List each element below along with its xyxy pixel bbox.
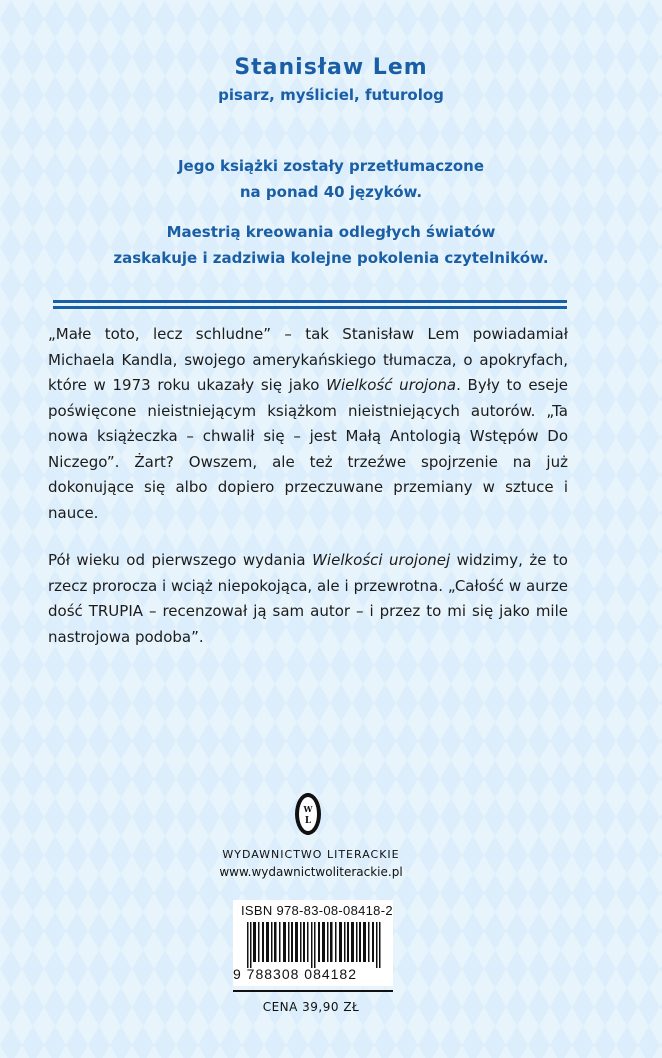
author-subtitle: pisarz, myśliciel, futurolog (218, 86, 444, 104)
svg-text:L: L (304, 816, 312, 826)
blurb-text: „Małe toto, lecz schludne” – tak Stanisław Lem powiadamiał Michaela Kandla, swojego amerykańskiego tłumacza, o apokryfach, które w 1973 roku ukazały się jako (48, 325, 568, 394)
divider-top (53, 300, 567, 303)
promo-line-3: Maestrią kreowania odległych światów (166, 223, 496, 241)
blurb-paragraph-2 (48, 548, 568, 650)
blurb-text: . Były to eseje poświęcone nieistniejącym książkom nieistniejących autorów. „Ta nowa książeczka – chwalił się – jest Małą Antologią Wstępów Do Niczego”. Żart? Owszem, ale też trzeźwe spojrzenie na już dokonujące się albo dopiero przeczuwane przemiany w sztuce i nauce. (48, 376, 568, 522)
publisher-logo-icon (293, 790, 323, 838)
svg-text:W: W (303, 804, 313, 814)
blurb-paragraph-1 (48, 322, 568, 526)
author-name: Stanisław Lem (234, 55, 428, 80)
blurb-text: widzimy, że to rzecz prorocza i wciąż niepokojąca, ale i przewrotna. „Całość w aurze dość TRUPIA – recenzował ją sam autor – i przez to mi się jako mile nastrojowa podoba”. (48, 551, 568, 646)
barcode (233, 900, 393, 986)
barcode-bars-icon (239, 922, 389, 968)
publisher-website: www.wydawnictwoliterackie.pl (219, 865, 403, 879)
book-title: Wielkość urojona (326, 376, 457, 394)
price-divider (233, 990, 393, 992)
promo-line-2: na ponad 40 języków. (239, 183, 423, 201)
promo-line-4: zaskakuje i zadziwia kolejne pokolenia czytelników. (113, 249, 549, 267)
promo-line-1: Jego książki zostały przetłumaczone (177, 157, 485, 175)
divider-bottom (53, 306, 567, 309)
ean-number: 9 788308 084182 (233, 966, 357, 982)
book-title: Wielkości urojonej (312, 551, 451, 569)
blurb-text: Pół wieku od pierwszego wydania (48, 551, 313, 569)
isbn-number: ISBN 978-83-08-08418-2 (241, 903, 393, 918)
publisher-name: WYDAWNICTWO LITERACKIE (222, 848, 400, 861)
price: CENA 39,90 ZŁ (262, 1000, 360, 1014)
